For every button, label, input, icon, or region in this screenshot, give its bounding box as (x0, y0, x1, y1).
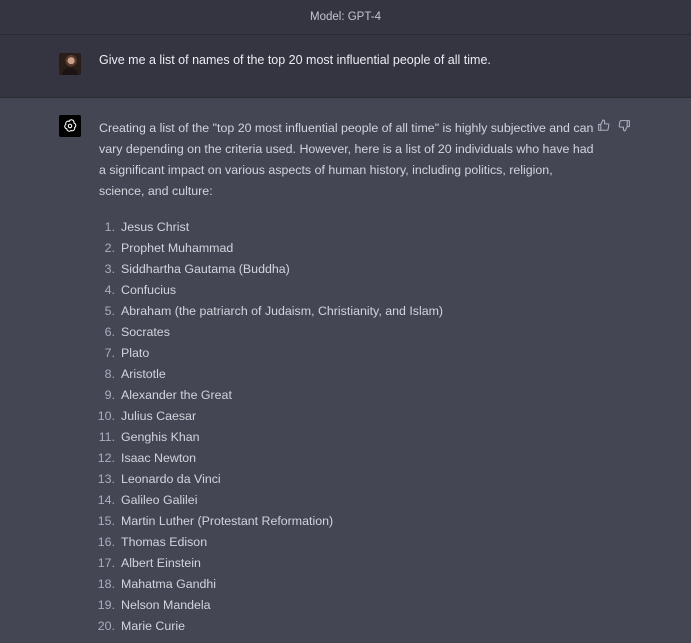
list-item-name: Plato (121, 346, 150, 360)
list-item-number: 1. (104, 220, 115, 234)
list-item (97, 532, 594, 553)
list-item-number: 18. (97, 577, 115, 591)
list-item-number: 16. (97, 535, 115, 549)
feedback-controls (597, 119, 631, 132)
list-item (97, 469, 594, 490)
list-item-number: 10. (97, 409, 115, 423)
list-item-number: 19. (97, 598, 115, 612)
list-item (97, 553, 594, 574)
assistant-intro: Creating a list of the "top 20 most influential people of all time" is highly subjective and can vary depending on the criteria used. However, here is a list of 20 individuals who have had a significant impact on various aspects of human history, including politics, religion, science, and culture: (99, 121, 594, 198)
list-item-number: 8. (104, 367, 115, 381)
list-item-number: 4. (104, 283, 115, 297)
list-item (104, 343, 594, 364)
list-item-name: Genghis Khan (121, 430, 200, 444)
user-avatar (59, 53, 81, 75)
thumbs-up-icon[interactable] (597, 119, 610, 132)
list-item (97, 574, 594, 595)
list-item (104, 280, 594, 301)
list-item-name: Confucius (121, 283, 177, 297)
list-item (104, 301, 594, 322)
list-item-number: 14. (97, 493, 115, 507)
list-item-number: 20. (97, 619, 115, 633)
list-item-number: 15. (97, 514, 115, 528)
list-item-number: 12. (97, 451, 115, 465)
list-item-name: Nelson Mandela (121, 598, 211, 612)
model-header (0, 0, 691, 35)
assistant-message-body (99, 118, 594, 637)
list-item (97, 511, 594, 532)
list-item-name: Mahatma Gandhi (121, 577, 217, 591)
list-item-name: Isaac Newton (121, 451, 197, 465)
influential-people-list (99, 217, 594, 637)
list-item (104, 259, 594, 280)
list-item (97, 595, 594, 616)
list-item (97, 490, 594, 511)
list-item (104, 322, 594, 343)
thumbs-down-icon[interactable] (618, 119, 631, 132)
list-item-number: 13. (97, 472, 115, 486)
list-item (97, 448, 594, 469)
list-item-name: Siddhartha Gautama (Buddha) (121, 262, 290, 276)
list-item-name: Leonardo da Vinci (121, 472, 221, 486)
user-message-text: Give me a list of names of the top 20 most influential people of all time. (99, 53, 491, 67)
list-item-number: 11. (98, 430, 115, 444)
list-item-name: Albert Einstein (121, 556, 201, 570)
list-item-name: Jesus Christ (121, 220, 190, 234)
model-label: Model: GPT-4 (310, 11, 381, 23)
list-item-number: 2. (104, 241, 115, 255)
list-item-name: Julius Caesar (121, 409, 197, 423)
list-item-number: 5. (104, 304, 115, 318)
list-item-number: 17. (97, 556, 115, 570)
list-item (104, 217, 594, 238)
list-item-number: 7. (104, 346, 115, 360)
user-message-row (0, 35, 691, 98)
list-item-name: Thomas Edison (121, 535, 208, 549)
list-item-name: Alexander the Great (121, 388, 232, 402)
list-item (98, 427, 594, 448)
list-item (97, 406, 594, 427)
list-item (97, 616, 594, 637)
list-item-name: Galileo Galilei (121, 493, 198, 507)
openai-logo-icon (59, 115, 81, 137)
assistant-message-row (0, 98, 691, 643)
list-item-name: Marie Curie (121, 619, 186, 633)
list-item-number: 9. (104, 388, 115, 402)
list-item-number: 6. (104, 325, 115, 339)
list-item-name: Socrates (121, 325, 170, 339)
list-item (104, 238, 594, 259)
list-item (104, 385, 594, 406)
list-item-number: 3. (104, 262, 115, 276)
list-item-name: Martin Luther (Protestant Reformation) (121, 514, 334, 528)
list-item-name: Aristotle (121, 367, 166, 381)
list-item-name: Prophet Muhammad (121, 241, 234, 255)
list-item-name: Abraham (the patriarch of Judaism, Christianity, and Islam) (121, 304, 444, 318)
list-item (104, 364, 594, 385)
